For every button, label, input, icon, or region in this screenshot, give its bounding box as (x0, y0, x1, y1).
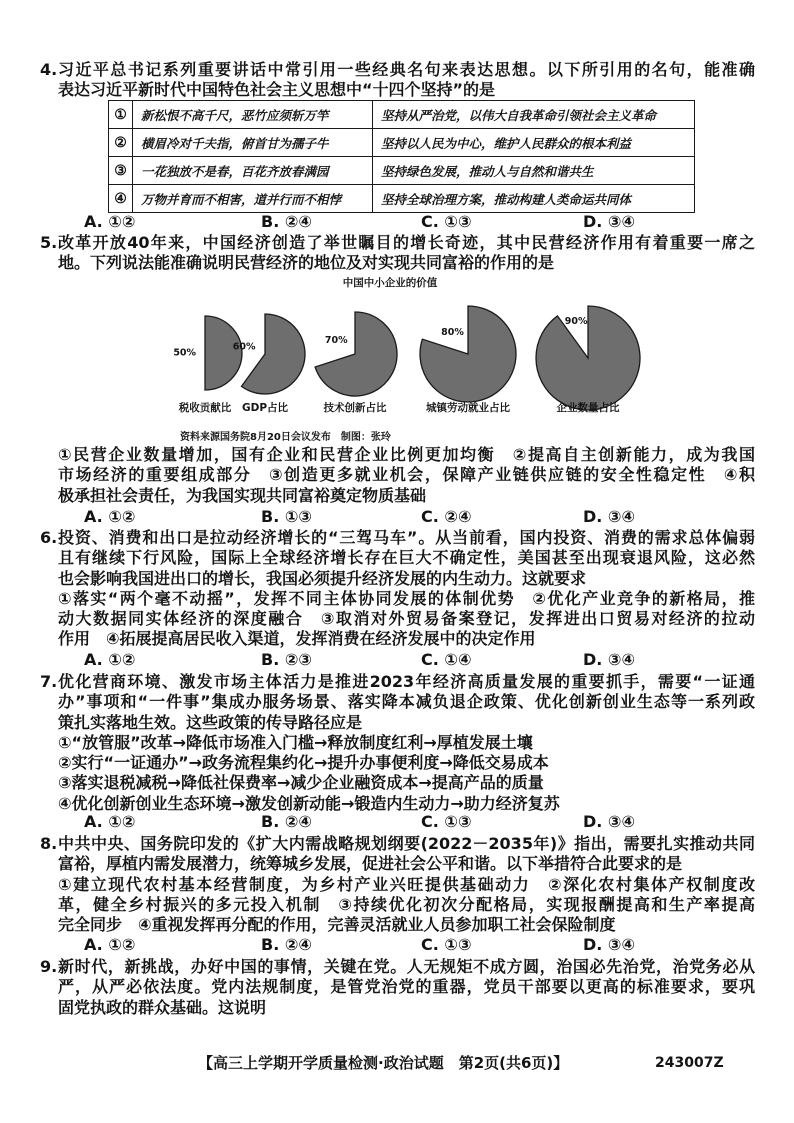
table-row (109, 129, 695, 157)
answer-options (0, 212, 794, 232)
question-stem-line: 办”事项和“一件事”集成办服务场景、落实降本减负退企政策、优化创新创业生态等一系列政 (58, 692, 755, 712)
option-b: B. ②④ (261, 212, 312, 231)
option-a: A. ①② (84, 650, 136, 669)
table-row (109, 101, 695, 129)
question-number: 5. (40, 233, 58, 252)
meaning-cell: 坚持全球治理方案，推动构建人类命运共同体 (373, 185, 695, 213)
question-stem-line: 中共中央、国务院印发的《扩大内需战略规划纲要(2022－2035年)》指出，需要扎实推动共同 (58, 834, 755, 853)
question-stem-line: 投资、消费和出口是拉动经济增长的“三驾马车”。从当前看，国内投资、消费的需求总体偏弱 (58, 528, 755, 547)
question-stem-line: 严，从严必依法度。党内法规制度，是管党治党的重器，党员干部要以更高的标准要求，要巩 (58, 977, 755, 997)
question-stem-line: 地。下列说法能准确说明民营经济的地位及对实现共同富裕的作用的是 (58, 253, 555, 273)
option-c: C. ①④ (421, 650, 472, 669)
quote-cell: 万物并育而不相害，道并行而不相悖 (133, 185, 373, 213)
question-stem-line: 习近平总书记系列重要讲话中常引用一些经典名句来表达思想。以下所引用的名句，能准确 (58, 60, 755, 79)
question-number: 6. (40, 528, 58, 547)
question-5 (40, 233, 755, 274)
question-7 (40, 672, 755, 814)
paper-code: 243007Z (655, 1055, 724, 1071)
pie-wedge (420, 306, 516, 402)
option-c: C. ①③ (421, 935, 472, 954)
pie-wedge (315, 312, 397, 396)
pie-category-label: 企业数量占比 (556, 402, 620, 414)
question-number: 7. (40, 672, 58, 691)
question-stem-line: 新时代，新挑战，办好中国的事情，关键在党。人无规矩不成方圆，治国必先治党，治党务必从 (58, 957, 755, 976)
option-a: A. ①② (84, 812, 136, 831)
option-d: D. ③④ (583, 650, 636, 669)
chart-source: 资料来源国务院8月20日会议发布 制图：张玲 (180, 432, 391, 443)
pie-category-label: GDP占比 (241, 402, 289, 414)
option-d: D. ③④ (583, 212, 636, 231)
row-number: ② (109, 129, 133, 157)
pie-percent-label: 50% (173, 347, 197, 359)
question-number: 4. (40, 60, 58, 79)
meaning-cell: 坚持从严治党，以伟大自我革命引领社会主义革命 (373, 101, 695, 129)
option-a: A. ①② (84, 935, 136, 954)
pie-percent-label: 60% (232, 341, 256, 353)
quote-cell: 一花独放不是春，百花齐放春满园 (133, 157, 373, 185)
statement-line: ③落实退税减税→降低社保费率→减少企业融资成本→提高产品的质量 (58, 773, 544, 793)
pie-wedge (536, 306, 640, 410)
statement-line: ①“放管服”改革→降低市场准入门槛→释放制度红利→厚植发展土壤 (58, 732, 533, 752)
pie-percent-label: 90% (564, 315, 588, 327)
option-b: B. ②③ (261, 650, 312, 669)
pie-group (173, 306, 640, 414)
sme-value-pie-chart (0, 270, 794, 450)
question-number: 8. (40, 834, 58, 853)
statement-line: 作用 ④拓展提高居民收入渠道，发挥消费在经济发展中的决定作用 (58, 629, 536, 649)
pie-category-label: 城镇劳动就业占比 (426, 402, 510, 414)
question-stem-line: 富裕，厚植内需发展潜力，统筹城乡发展，促进社会公平和谐。以下举措符合此要求的是 (58, 854, 683, 874)
statement-line: 极承担社会责任，为我国实现共同富裕奠定物质基础 (58, 485, 427, 505)
chart-title: 中国中小企业的价值 (342, 277, 438, 289)
quote-cell: 新松恨不高千尺，恶竹应须斩万竿 (133, 101, 373, 129)
statement-line: 动大数据同实体经济的深度融合 ③取消对外贸易备案登记，发挥进出口贸易对经济的拉动 (58, 609, 755, 629)
row-number: ① (109, 101, 133, 129)
question-stem-line: 固党执政的群众基础。这说明 (58, 997, 267, 1017)
question-stem-line: 改革开放40年来，中国经济创造了举世瞩目的增长奇迹，其中民营经济作用有着重要一席之 (58, 233, 755, 252)
question-5-statements (58, 445, 755, 506)
question-stem-line: 策扎实落地生效。这些政策的传导路径应是 (58, 712, 363, 732)
option-b: B. ②④ (261, 812, 312, 831)
question-stem-line: 也会影响我国进出口的增长，我国必须提升经济发展的内生动力。这就要求 (58, 568, 587, 588)
row-number: ③ (109, 157, 133, 185)
question-stem-line: 且有继续下行风险，国际上全球经济增长存在巨大不确定性，美国甚至出现衰退风险，这必然 (58, 548, 755, 568)
option-a: A. ①② (84, 507, 136, 526)
question-number: 9. (40, 957, 58, 976)
answer-options (0, 935, 794, 955)
statement-line: 完全同步 ④重视发挥再分配的作用，完善灵活就业人员参加职工社会保险制度 (58, 915, 616, 935)
question-6 (40, 528, 755, 650)
question-4 (40, 60, 755, 101)
pie-wedge (205, 316, 242, 390)
option-d: D. ③④ (583, 507, 636, 526)
page-footer-title: 【高三上学期开学质量检测·政治试题 第2页(共6页)】 (198, 1054, 569, 1072)
question-stem-line: 优化营商环境、激发市场主体活力是推进2023年经济高质量发展的重要抓手，需要“一证通 (58, 672, 755, 691)
statement-line: ①落实“两个毫不动摇”，发挥不同主体协同发展的体制优势 ②优化产业竞争的新格局，推 (58, 588, 755, 608)
meaning-cell: 坚持以人民为中心，维护人民群众的根本利益 (373, 129, 695, 157)
answer-options (0, 507, 794, 527)
option-b: B. ①③ (261, 507, 312, 526)
statement-line: 市场经济的重要组成部分 ③创造更多就业机会，保障产业链供应链的安全性稳定性 ④积 (58, 465, 755, 485)
option-c: C. ①③ (421, 212, 472, 231)
statement-line: 革，健全乡村振兴的多元投入机制 ③持续优化初次分配格局，实现报酬提高和生产率提高 (58, 894, 755, 914)
pie-percent-label: 70% (324, 334, 348, 346)
pie-category-label: 税收贡献比 (178, 402, 232, 414)
meaning-cell: 坚持绿色发展，推动人与自然和谐共生 (373, 157, 695, 185)
statement-line: ④优化创新创业生态环境→激发创新动能→锻造内生动力→助力经济复苏 (58, 793, 560, 813)
question-9 (40, 957, 755, 1018)
option-c: C. ②④ (421, 507, 472, 526)
pie-category-label: 技术创新占比 (323, 402, 387, 414)
question-stem-line: 表达习近平新时代中国特色社会主义思想中“十四个坚持”的是 (58, 80, 496, 100)
quote-cell: 横眉冷对千夫指，俯首甘为孺子牛 (133, 129, 373, 157)
pie-percent-label: 80% (441, 327, 464, 339)
table-row (109, 157, 695, 185)
pie-wedge (241, 314, 305, 394)
option-c: C. ①③ (421, 812, 472, 831)
statement-line: ①建立现代农村基本经营制度，为乡村产业兴旺提供基础动力 ②深化农村集体产权制度改 (58, 874, 755, 894)
answer-options (0, 812, 794, 832)
option-b: B. ②④ (261, 935, 312, 954)
row-number: ④ (109, 185, 133, 213)
option-d: D. ③④ (583, 935, 636, 954)
question-8 (40, 834, 755, 935)
statement-line: ②实行“一证通办”→政务流程集约化→提升办事便利度→降低交易成本 (58, 753, 549, 773)
answer-options (0, 650, 794, 670)
table-row (109, 185, 695, 213)
statement-line: ①民营企业数量增加，国有企业和民营企业比例更加均衡 ②提高自主创新能力，成为我国 (58, 445, 755, 464)
quotes-table (108, 100, 695, 213)
option-d: D. ③④ (583, 812, 636, 831)
option-a: A. ①② (84, 212, 136, 231)
